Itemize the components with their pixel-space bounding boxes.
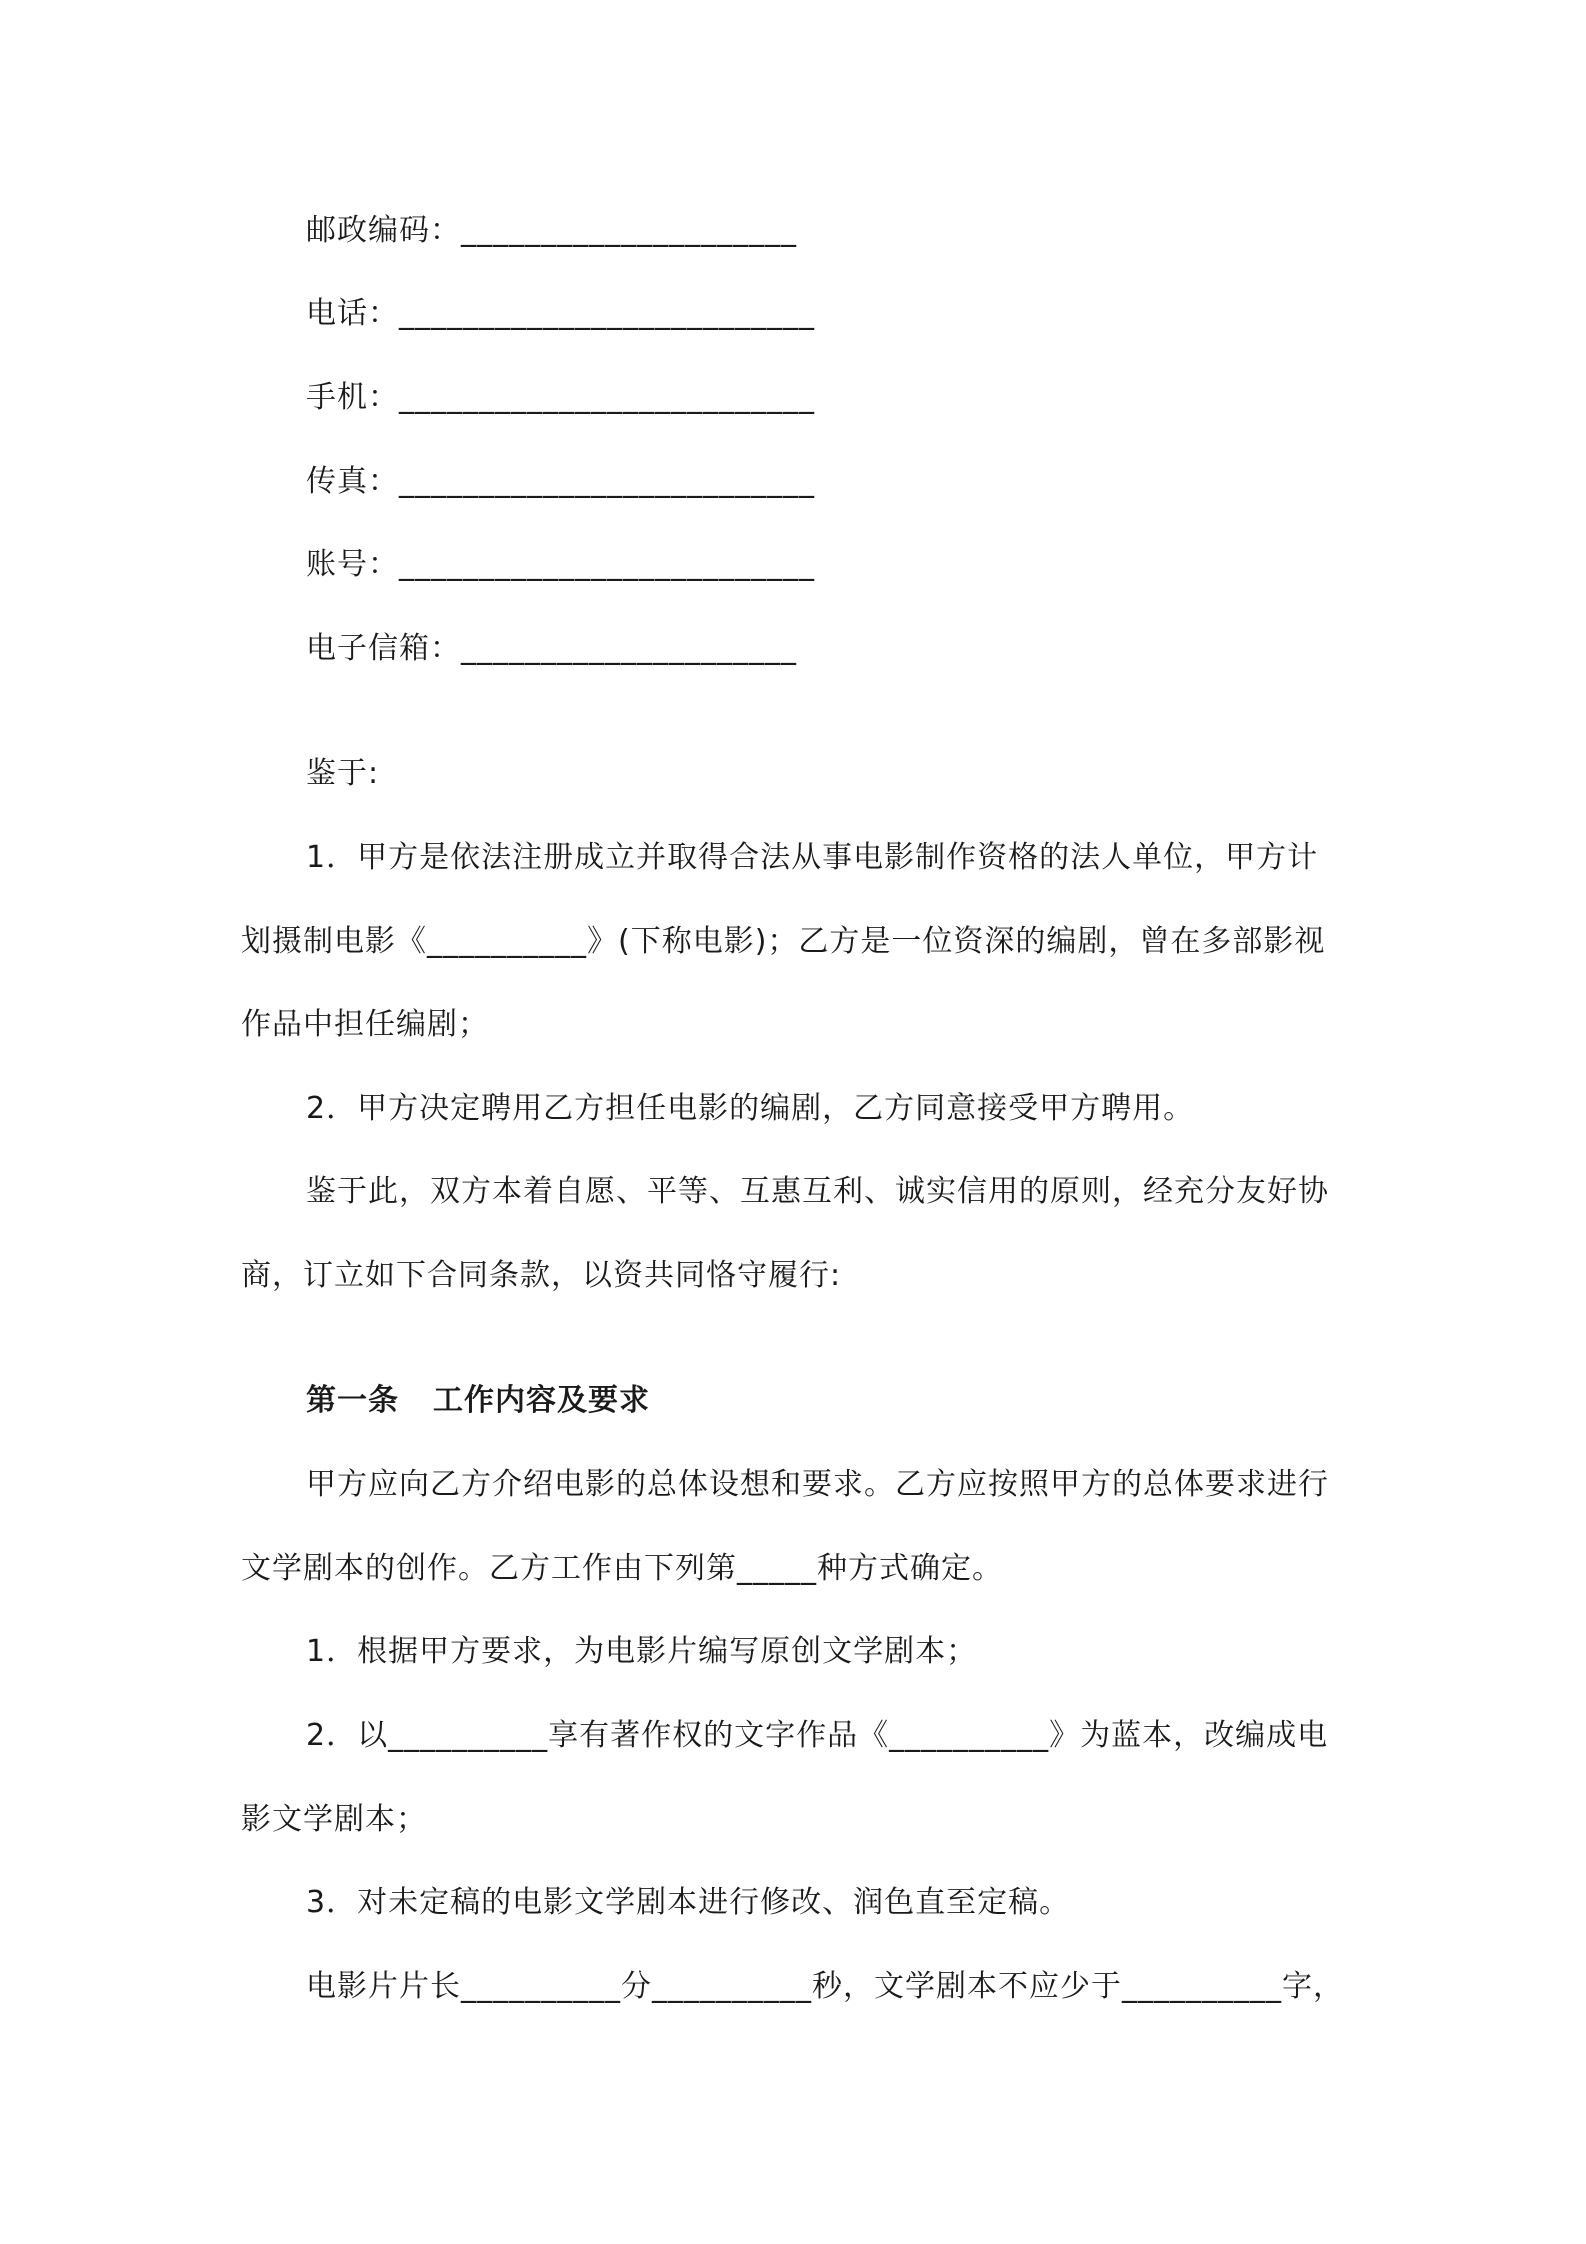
article-1-number: 第一条	[306, 1383, 399, 1418]
postal-code-field: 邮政编码：_____________________	[306, 213, 797, 248]
account-field: 账号：__________________________	[306, 547, 815, 582]
whereas-item-1-line-3: 作品中担任编剧；	[241, 1007, 489, 1042]
article-1-item-3: 3．对未定稿的电影文学剧本进行修改、润色直至定稿。	[306, 1885, 1071, 1920]
article-1-heading	[306, 1381, 650, 1421]
article-1-para-line-2: 文学剧本的创作。乙方工作由下列第_____种方式确定。	[241, 1551, 1003, 1586]
whereas-conclusion-line-1: 鉴于此，双方本着自愿、平等、互惠互利、诚实信用的原则，经充分友好协	[306, 1174, 1329, 1209]
article-1-item-2-line-2: 影文学剧本；	[241, 1802, 427, 1837]
whereas-item-1-line-2: 划摄制电影《__________》(下称电影)；乙方是一位资深的编剧，曾在多部影视	[241, 924, 1326, 959]
fax-field: 传真：__________________________	[306, 464, 815, 499]
whereas-conclusion-line-2: 商，订立如下合同条款，以资共同恪守履行:	[241, 1258, 842, 1293]
phone-field: 电话：__________________________	[306, 296, 815, 331]
whereas-item-1-line-1: 1．甲方是依法注册成立并取得合法从事电影制作资格的法人单位，甲方计	[306, 840, 1319, 875]
whereas-item-2: 2．甲方决定聘用乙方担任电影的编剧，乙方同意接受甲方聘用。	[306, 1091, 1195, 1126]
mobile-field: 手机：__________________________	[306, 380, 815, 415]
article-1-length-line: 电影片片长__________分__________秒，文学剧本不应少于__________字，	[306, 1969, 1344, 2004]
article-1-title: 工作内容及要求	[433, 1383, 650, 1418]
email-field: 电子信箱：_____________________	[306, 631, 797, 666]
article-1-para-line-1: 甲方应向乙方介绍电影的总体设想和要求。乙方应按照甲方的总体要求进行	[306, 1467, 1329, 1502]
article-1-item-1: 1．根据甲方要求，为电影片编写原创文学剧本；	[306, 1634, 978, 1669]
article-1-item-2-line-1: 2．以__________享有著作权的文字作品《__________》为蓝本，改编成电	[306, 1718, 1329, 1753]
whereas-label: 鉴于:	[306, 756, 380, 791]
